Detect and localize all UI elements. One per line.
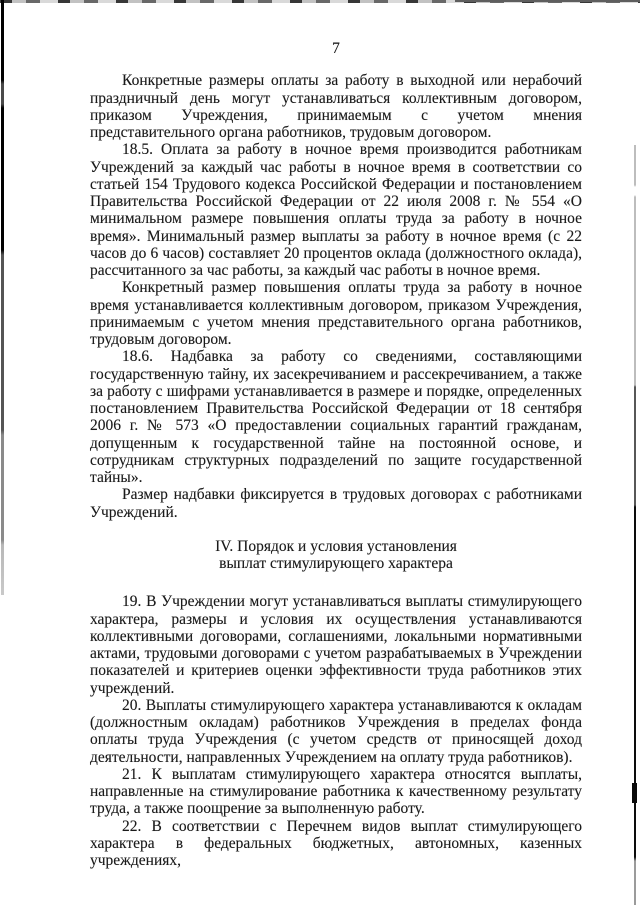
paragraph-18-5-night-pay: 18.5. Оплата за работу в ночное время производится работникам Учреждений за каждый час работы в ночное время в соответствии со статьей 154 Трудового кодекса Российской Федерации и постановлением Правительства Российской Федерации от 22 июля 2008 г. № 554 «О минимальном размере повышения оплаты труда за работу в ночное время». Минимальный размер выплаты за работу в ночное время (с 22 часов до 6 часов) составляет 20 процентов оклада (должностного оклада), рассчитанного за час работы, за каждый час работы в ночное время.	[90, 141, 582, 279]
paragraph-18-6-state-secret: 18.6. Надбавка за работу со сведениями, составляющими государственную тайну, их засекречиванием и рассекречиванием, а также за работу с шифрами устанавливается в размере и порядке, определенных постановлением Правительства Российской Федерации от 18 сентября 2006 г. № 573 «О предоставлении социальных гарантий гражданам, допущенным к государственной тайне на постоянной основе, и сотрудникам структурных подразделений по защите государственной тайны».	[90, 348, 582, 486]
paragraph-night-pay-amount: Конкретный размер повышения оплаты труда за работу в ночное время устанавливается коллективным договором, приказом Учреждения, принимаемым с учетом мнения представительного органа работников, трудовым договором.	[90, 279, 582, 348]
paragraph-19-incentive: 19. В Учреждении могут устанавливаться выплаты стимулирующего характера, размеры и условия их осуществления устанавливаются коллективными договорами, соглашениями, локальными нормативными актами, трудовыми договорами с учетом разрабатываемых в Учреждении показателей и критериев оценки эффективности труда работников этих учреждений.	[90, 593, 582, 697]
paragraph-22-incentive-list: 22. В соответствии с Перечнем видов выплат стимулирующего характера в федеральных бюджетных, автономных, казенных учреждениях,	[90, 817, 582, 869]
paragraph-weekend-pay: Конкретные размеры оплаты за работу в выходной или нерабочий праздничный день могут устанавливаться коллективным договором, приказом Учреждения, принимаемым с учетом мнения представительного органа работников, трудовым договором.	[90, 72, 582, 141]
page-number: 7	[332, 40, 340, 57]
scan-artifact-left-edge	[1, 0, 4, 595]
paragraph-20-incentive-fund: 20. Выплаты стимулирующего характера устанавливаются к окладам (должностным окладам) работников Учреждения в пределах фонда оплаты труда Учреждения (с учетом средств от приносящей доход деятельности, направленных Учреждением на оплату труда работников).	[90, 696, 582, 766]
paragraph-21-incentive-types: 21. К выплатам стимулирующего характера относятся выплаты, направленные на стимулирование работника к качественному результату труда, а также поощрение за выполненную работу.	[90, 765, 582, 818]
document-text-block	[90, 40, 582, 869]
section-heading-line-2: выплат стимулирующего характера	[219, 555, 453, 572]
paragraph-allowance-fixed: Размер надбавки фиксируется в трудовых договорах с работниками Учреждений.	[90, 486, 582, 521]
section-heading-iv	[90, 538, 582, 573]
scan-artifact-top-right-edge	[455, 0, 640, 2]
scan-artifact-right-edge	[634, 145, 636, 905]
scan-artifact-top-edge	[0, 0, 640, 3]
section-heading-line-1: IV. Порядок и условия установления	[215, 537, 457, 555]
scan-artifact-right-mark	[632, 783, 637, 803]
